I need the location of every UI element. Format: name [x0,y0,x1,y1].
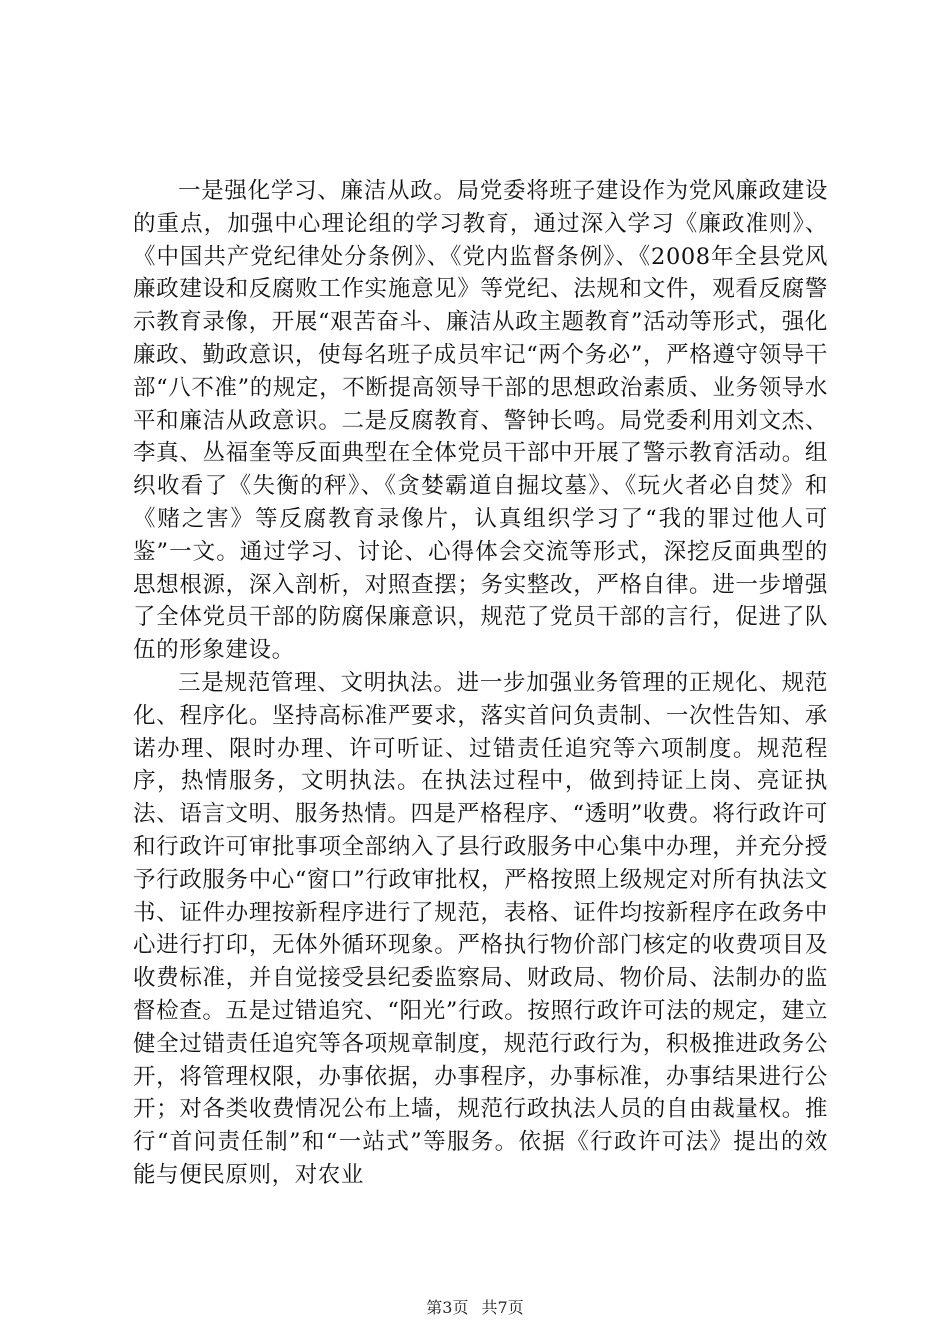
page-footer [0,1298,950,1318]
document-body [133,175,828,1192]
paragraph-2: 三是规范管理、文明执法。进一步加强业务管理的正规化、规范化、程序化。坚持高标准严要求，落实首问负责制、一次性告知、承诺办理、限时办理、许可听证、过错责任追究等六项制度。规范程序，热情服务，文明执法。在执法过程中，做到持证上岗、亮证执法、语言文明、服务热情。四是严格程序、“透明”收费。将行政许可和行政许可审批事项全部纳入了县行政服务中心集中办理，并充分授予行政服务中心“窗口”行政审批权，严格按照上级规定对所有执法文书、证件办理按新程序进行了规范，表格、证件均按新程序在政务中心进行打印，无体外循环现象。严格执行物价部门核定的收费项目及收费标准，并自觉接受县纪委监察局、财政局、物价局、法制办的监督检查。五是过错追究、“阳光”行政。按照行政许可法的规定，建立健全过错责任追究等各项规章制度，规范行政行为，积极推进政务公开，将管理权限，办事依据，办事程序，办事标准，办事结果进行公开；对各类收费情况公布上墙，规范行政执法人员的自由裁量权。推行“首问责任制”和“一站式”等服务。依据《行政许可法》提出的效能与便民原则，对农业 [133,669,828,1188]
page-number: 第3页 [426,1298,469,1317]
paragraph-1: 一是强化学习、廉洁从政。局党委将班子建设作为党风廉政建设的重点，加强中心理论组的学习教育，通过深入学习《廉政准则》、《中国共产党纪律处分条例》、《党内监督条例》、《2008年全县党风廉政建设和反腐败工作实施意见》等党纪、法规和文件，观看反腐警示教育录像，开展“艰苦奋斗、廉洁从政主题教育”活动等形式，强化廉政、勤政意识，使每名班子成员牢记“两个务必”，严格遵守领导干部“八不准”的规定，不断提高领导干部的思想政治素质、业务领导水平和廉洁从政意识。二是反腐教育、警钟长鸣。局党委利用刘文杰、李真、丛福奎等反面典型在全体党员干部中开展了警示教育活动。组织收看了《失衡的秤》、《贪婪霸道自掘坟墓》、《玩火者必自焚》和《赌之害》等反腐教育录像片，认真组织学习了“我的罪过他人可鉴”一文。通过学习、讨论、心得体会交流等形式，深挖反面典型的思想根源，深入剖析，对照查摆；务实整改，严格自律。进一步增强了全体党员干部的防腐保廉意识，规范了党员干部的言行，促进了队伍的形象建设。 [133,178,828,664]
page-total: 共7页 [481,1298,524,1317]
